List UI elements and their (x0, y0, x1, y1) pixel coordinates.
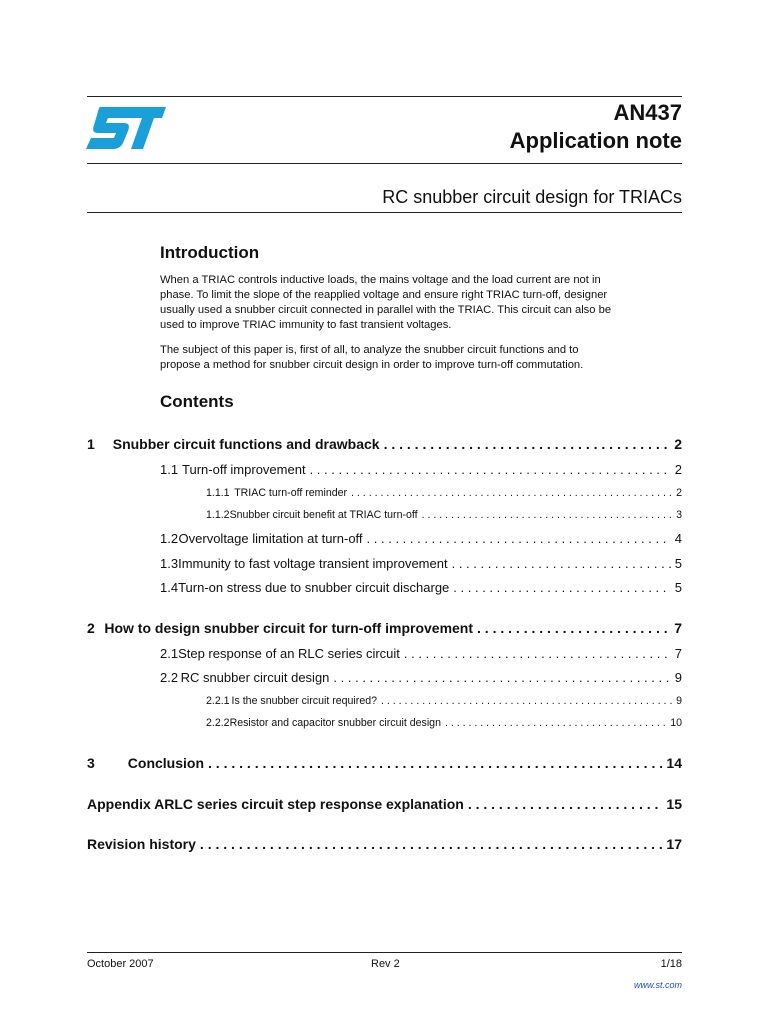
toc-entry-1-2[interactable] (160, 531, 682, 546)
document-title: RC snubber circuit design for TRIACs (382, 187, 682, 207)
toc-entry-appendix-a[interactable] (87, 796, 682, 812)
toc-number: 1.1.2 (206, 509, 230, 521)
toc-leader (381, 695, 672, 707)
toc-label: RLC series circuit step response explanation (164, 796, 464, 812)
toc-page: 2 (674, 462, 682, 477)
toc-number: 2.2.1 (206, 695, 230, 707)
toc-leader (367, 531, 671, 546)
header-top-rule (87, 96, 682, 97)
paragraph-line: used to improve TRIAC immunity to fast transient voltages. (160, 319, 452, 331)
toc-entry-1-1-1[interactable] (206, 487, 682, 499)
paragraph-line: usually used a snubber circuit connected in parallel with the TRIAC. This circuit can also be (160, 304, 612, 316)
toc-page: 2 (674, 436, 682, 452)
header-bottom-rule (87, 212, 682, 213)
toc-leader (333, 670, 670, 685)
footer-website-link[interactable]: www.st.com (633, 980, 682, 990)
toc-label: Step response of an RLC series circuit (178, 646, 400, 661)
toc-leader (452, 556, 671, 571)
toc-page: 9 (676, 695, 682, 707)
toc-page: 15 (666, 796, 682, 812)
toc-entry-2-1[interactable] (160, 646, 682, 661)
toc-leader (310, 462, 671, 477)
toc-label: TRIAC turn-off reminder (234, 487, 348, 499)
toc-number: 1.2 (160, 531, 179, 546)
toc-label: RC snubber circuit design (180, 670, 330, 685)
toc-page: 7 (674, 646, 682, 661)
toc-leader (384, 436, 671, 452)
toc-page: 7 (674, 620, 682, 636)
toc-number: 1 (87, 436, 95, 452)
toc-leader (351, 487, 672, 499)
toc-label: Revision history (87, 836, 196, 852)
toc-entry-1[interactable] (87, 436, 682, 452)
toc-entry-1-1-2[interactable] (206, 509, 682, 521)
toc-entry-2-2[interactable] (160, 670, 682, 685)
toc-label: Immunity to fast voltage transient improvement (178, 556, 448, 571)
st-logo (86, 101, 166, 153)
toc-entry-revision-history[interactable] (87, 836, 682, 852)
toc-label: Overvoltage limitation at turn-off (178, 531, 363, 546)
toc-page: 14 (666, 755, 682, 771)
toc-label: Conclusion (127, 755, 205, 771)
toc-number: 3 (87, 755, 95, 771)
toc-page: 10 (670, 717, 682, 729)
toc-number: 1.1 (160, 462, 179, 477)
paragraph-line: propose a method for snubber circuit design in order to improve turn-off commutation. (160, 359, 584, 371)
toc-number: 1.3 (160, 556, 179, 571)
toc-leader (445, 717, 666, 729)
toc-leader (453, 580, 670, 595)
footer-page-number: 1/18 (660, 958, 682, 970)
toc-number: 2.2 (160, 670, 179, 685)
toc-label: Snubber circuit benefit at TRIAC turn-off (229, 509, 418, 521)
toc-entry-2-2-1[interactable] (206, 695, 682, 707)
toc-leader (208, 755, 662, 771)
toc-leader (200, 836, 663, 852)
paragraph-line: When a TRIAC controls inductive loads, the mains voltage and the load current are not in (160, 274, 601, 286)
footer-date: October 2007 (87, 958, 154, 970)
introduction-paragraph-2 (160, 343, 690, 373)
footer-revision: Rev 2 (371, 958, 400, 970)
toc-number: 1.1.1 (206, 487, 230, 499)
introduction-paragraph-1 (160, 273, 690, 333)
toc-page: 5 (674, 580, 682, 595)
toc-label: Turn-on stress due to snubber circuit discharge (178, 580, 450, 595)
toc-number: 2.2.2 (206, 717, 230, 729)
footer-rule (87, 952, 682, 953)
toc-number: 2 (87, 620, 95, 636)
toc-label: How to design snubber circuit for turn-off improvement (104, 620, 474, 636)
toc-leader (422, 509, 672, 521)
document-type: Application note (509, 128, 682, 153)
introduction-heading: Introduction (160, 243, 260, 262)
toc-page: 3 (676, 509, 682, 521)
paragraph-line: The subject of this paper is, first of all, to analyze the snubber circuit functions and to (160, 344, 579, 356)
toc-entry-1-3[interactable] (160, 556, 682, 571)
toc-label: Turn-off improvement (182, 462, 306, 477)
toc-entry-1-4[interactable] (160, 580, 682, 595)
toc-leader (468, 796, 663, 812)
paragraph-line: phase. To limit the slope of the reapplied voltage and ensure right TRIAC turn-off, designer (160, 289, 608, 301)
toc-number: 2.1 (160, 646, 179, 661)
toc-page: 2 (676, 487, 682, 499)
toc-page: 5 (674, 556, 682, 571)
toc-number: Appendix A (87, 796, 165, 812)
toc-entry-3[interactable] (87, 755, 682, 771)
toc-entry-2[interactable] (87, 620, 682, 636)
toc-page: 4 (674, 531, 682, 546)
toc-leader (404, 646, 671, 661)
header-middle-rule (87, 163, 682, 164)
toc-label: Is the snubber circuit required? (231, 695, 377, 707)
toc-label: Resistor and capacitor snubber circuit design (229, 717, 441, 729)
contents-heading: Contents (160, 392, 234, 411)
toc-page: 17 (666, 836, 682, 852)
toc-entry-1-1[interactable] (160, 462, 682, 477)
toc-leader (477, 620, 670, 636)
toc-number: 1.4 (160, 580, 179, 595)
document-id: AN437 (613, 100, 682, 125)
toc-label: Snubber circuit functions and drawback (112, 436, 380, 452)
toc-entry-2-2-2[interactable] (206, 717, 682, 729)
toc-page: 9 (674, 670, 682, 685)
